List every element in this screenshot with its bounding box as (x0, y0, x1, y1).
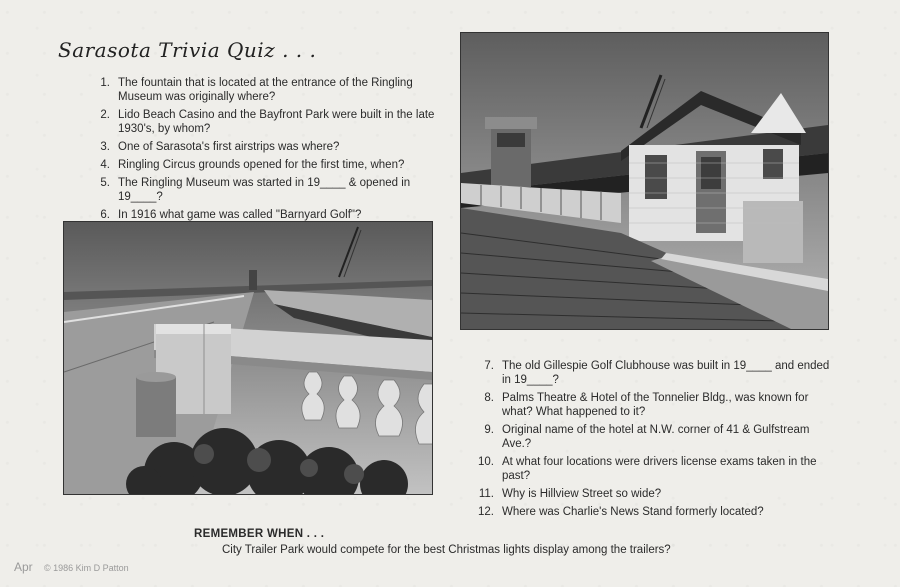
remember-when-text: City Trailer Park would compete for the best Christmas lights display among the trailers? (222, 544, 671, 556)
question-number: 3. (100, 141, 110, 153)
question-item (470, 505, 830, 519)
question-list-bottom (470, 359, 830, 523)
month-label: Apr (14, 560, 33, 574)
question-text: The old Gillespie Golf Clubhouse was built in 19____ and ended in 19____? (502, 360, 830, 386)
question-item (88, 140, 438, 154)
copyright-notice: © 1986 Kim D Patton (44, 563, 129, 573)
question-text: Where was Charlie's News Stand formerly located? (502, 506, 764, 518)
bridge-balustrade-photo (63, 221, 433, 495)
question-item (470, 487, 830, 501)
question-number: 8. (484, 392, 494, 404)
question-number: 1. (100, 77, 110, 89)
question-number: 5. (100, 177, 110, 189)
question-text: At what four locations were drivers license exams taken in the past? (502, 456, 817, 482)
question-text: Why is Hillview Street so wide? (502, 488, 662, 500)
quiz-title: Sarasota Trivia Quiz . . . (58, 38, 317, 62)
question-item (470, 359, 830, 387)
question-number: 10. (478, 456, 494, 468)
question-text: In 1916 what game was called "Barnyard Golf"? (118, 209, 362, 221)
question-text: One of Sarasota's first airstrips was where? (118, 141, 340, 153)
question-text: The fountain that is located at the entrance of the Ringling Museum was originally where? (118, 77, 413, 103)
question-number: 4. (100, 159, 110, 171)
question-number: 7. (484, 360, 494, 372)
question-text: Palms Theatre & Hotel of the Tonnelier Bldg., was known for what? What happened to it? (502, 392, 809, 418)
question-number: 12. (478, 506, 494, 518)
question-item (470, 391, 830, 419)
question-list-top (88, 76, 438, 226)
question-number: 6. (100, 209, 110, 221)
question-number: 9. (484, 424, 494, 436)
question-item (88, 108, 438, 136)
question-text: Original name of the hotel at N.W. corner of 41 & Gulfstream Ave.? (502, 424, 810, 450)
remember-when-heading: REMEMBER WHEN . . . (194, 528, 325, 540)
question-text: Lido Beach Casino and the Bayfront Park were built in the late 1930's, by whom? (118, 109, 435, 135)
question-item (470, 455, 830, 483)
bridge-gatehouse-photo (460, 32, 829, 330)
question-item (88, 76, 438, 104)
question-number: 11. (478, 488, 494, 500)
question-item (88, 208, 438, 222)
question-item (88, 158, 438, 172)
question-item (88, 176, 438, 204)
question-item (470, 423, 830, 451)
question-text: The Ringling Museum was started in 19____ & opened in 19____? (118, 177, 411, 203)
question-number: 2. (100, 109, 110, 121)
question-text: Ringling Circus grounds opened for the first time, when? (118, 159, 405, 171)
